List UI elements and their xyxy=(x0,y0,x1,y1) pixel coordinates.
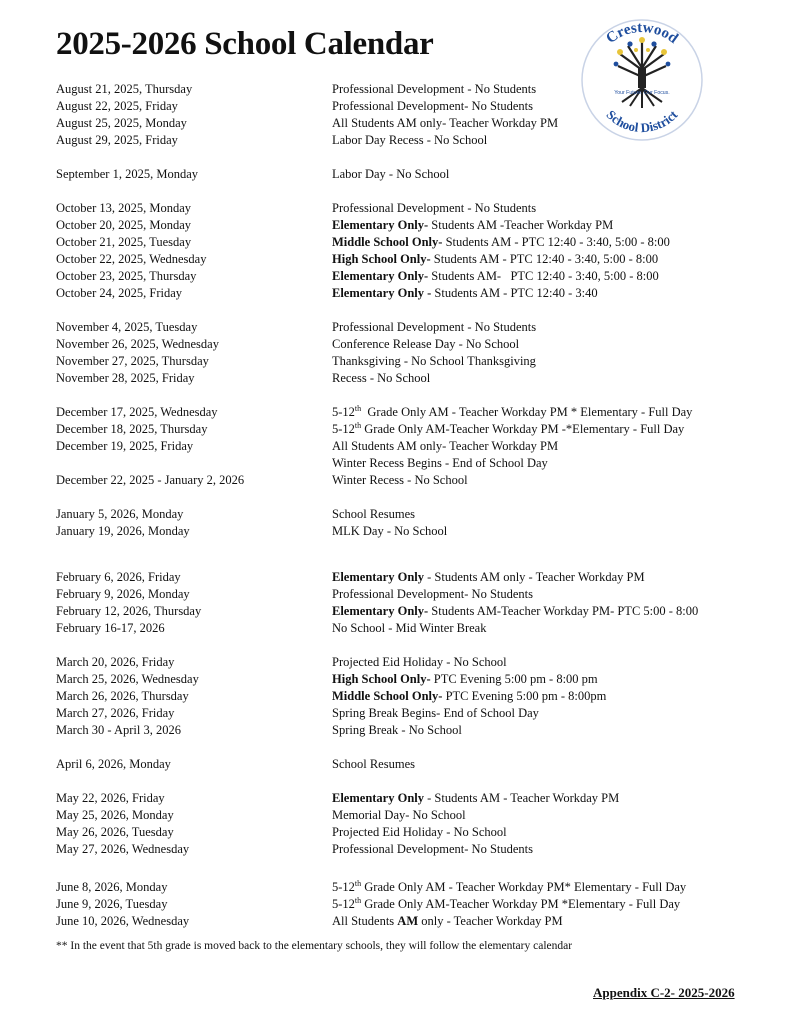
event-date: October 23, 2025, Thursday xyxy=(56,269,197,283)
event-description xyxy=(332,789,619,807)
calendar-row xyxy=(0,199,793,217)
event-text: Professional Development - No Students xyxy=(332,201,537,215)
event-description xyxy=(332,755,415,773)
calendar-row xyxy=(0,895,793,913)
event-date: November 28, 2025, Friday xyxy=(56,371,195,385)
event-date: May 25, 2026, Monday xyxy=(56,808,174,822)
event-text: Grade Only AM-Teacher Workday PM -*Elementary - Full Day xyxy=(361,422,685,436)
event-text: No School - Mid Winter Break xyxy=(332,621,487,635)
calendar-row xyxy=(0,352,793,370)
event-text: - Students AM only - Teacher Workday PM xyxy=(424,570,645,584)
event-text: 5-12 xyxy=(332,880,355,894)
event-date: March 30 - April 3, 2026 xyxy=(56,723,181,737)
event-description xyxy=(332,369,430,387)
calendar-row xyxy=(0,653,793,671)
event-description xyxy=(332,318,536,336)
calendar-row xyxy=(0,602,793,620)
event-text: Labor Day Recess - No School xyxy=(332,133,488,147)
event-emphasis: Elementary Only xyxy=(332,791,425,805)
event-date: October 20, 2025, Monday xyxy=(56,218,192,232)
event-text: 5-12 xyxy=(332,405,355,419)
calendar-row xyxy=(0,912,793,930)
event-text: th xyxy=(354,895,362,905)
event-text: th xyxy=(354,403,362,413)
event-description xyxy=(332,704,539,722)
event-text: Grade Only AM - Teacher Workday PM * Elementary - Full Day xyxy=(361,405,693,419)
calendar-row xyxy=(0,131,793,149)
event-date: March 26, 2026, Thursday xyxy=(56,689,189,703)
event-text: Students AM - PTC 12:40 - 3:40 xyxy=(431,286,598,300)
event-emphasis: AM xyxy=(397,914,419,928)
calendar-row xyxy=(0,670,793,688)
event-description xyxy=(332,878,686,896)
event-description xyxy=(332,267,659,285)
event-date: March 25, 2026, Wednesday xyxy=(56,672,199,686)
event-text: Labor Day - No School xyxy=(332,167,450,181)
calendar-row xyxy=(0,789,793,807)
event-text: Professional Development- No Students xyxy=(332,99,534,113)
event-date: April 6, 2026, Monday xyxy=(56,757,171,771)
event-date: November 27, 2025, Thursday xyxy=(56,354,209,368)
event-date: May 26, 2026, Tuesday xyxy=(56,825,174,839)
page-title: 2025-2026 School Calendar xyxy=(56,26,434,62)
event-text: School Resumes xyxy=(332,757,415,771)
event-text: Spring Break - No School xyxy=(332,723,462,737)
event-description xyxy=(332,403,692,421)
event-description xyxy=(332,823,507,841)
event-emphasis: Elementary Only xyxy=(332,570,425,584)
event-date: January 5, 2026, Monday xyxy=(56,507,184,521)
event-date: December 17, 2025, Wednesday xyxy=(56,405,218,419)
event-date: August 29, 2025, Friday xyxy=(56,133,178,147)
event-date: February 16-17, 2026 xyxy=(56,621,165,635)
event-description xyxy=(332,233,670,251)
calendar-row xyxy=(0,114,793,132)
event-text: Winter Recess - No School xyxy=(332,473,468,487)
calendar-row xyxy=(0,97,793,115)
event-emphasis: Middle School Only- xyxy=(332,689,443,703)
calendar-row xyxy=(0,585,793,603)
event-date: February 12, 2026, Thursday xyxy=(56,604,202,618)
calendar-row xyxy=(0,522,793,540)
event-description xyxy=(332,165,449,183)
event-date: August 22, 2025, Friday xyxy=(56,99,178,113)
event-text: 5-12 xyxy=(332,422,355,436)
calendar-row xyxy=(0,806,793,824)
event-text: Thanksgiving - No School Thanksgiving xyxy=(332,354,536,368)
event-description xyxy=(332,568,645,586)
calendar-row xyxy=(0,704,793,722)
calendar-row xyxy=(0,420,793,438)
event-text: Grade Only AM - Teacher Workday PM* Elementary - Full Day xyxy=(361,880,687,894)
calendar-row xyxy=(0,471,793,489)
calendar-row xyxy=(0,165,793,183)
event-date: June 9, 2026, Tuesday xyxy=(56,897,168,911)
event-date: October 24, 2025, Friday xyxy=(56,286,183,300)
event-date: December 22, 2025 - January 2, 2026 xyxy=(56,473,245,487)
event-text: PTC Evening 5:00 pm - 8:00pm xyxy=(442,689,607,703)
event-description xyxy=(332,840,533,858)
event-description xyxy=(332,653,507,671)
event-description xyxy=(332,114,558,132)
event-date: June 8, 2026, Monday xyxy=(56,880,168,894)
event-description xyxy=(332,670,598,688)
event-emphasis: Middle School Only- xyxy=(332,235,443,249)
event-date: June 10, 2026, Wednesday xyxy=(56,914,190,928)
calendar-row xyxy=(0,267,793,285)
event-description xyxy=(332,97,533,115)
event-date: February 6, 2026, Friday xyxy=(56,570,181,584)
event-description xyxy=(332,505,415,523)
event-date: November 4, 2025, Tuesday xyxy=(56,320,198,334)
event-emphasis: High School Only- xyxy=(332,252,431,266)
event-description xyxy=(332,895,680,913)
calendar-row xyxy=(0,369,793,387)
calendar-row xyxy=(0,505,793,523)
event-date: December 18, 2025, Thursday xyxy=(56,422,208,436)
calendar-row xyxy=(0,318,793,336)
event-text: Professional Development - No Students xyxy=(332,82,537,96)
event-text: - Students AM - Teacher Workday PM xyxy=(424,791,620,805)
event-text: School Resumes xyxy=(332,507,415,521)
event-description xyxy=(332,335,519,353)
event-description xyxy=(332,806,466,824)
calendar-row xyxy=(0,568,793,586)
event-text: Projected Eid Holiday - No School xyxy=(332,655,507,669)
event-emphasis: Elementary Only- xyxy=(332,604,429,618)
event-text: only - Teacher Workday PM xyxy=(418,914,563,928)
event-description xyxy=(332,131,487,149)
calendar-row xyxy=(0,284,793,302)
calendar-row xyxy=(0,80,793,98)
event-date: December 19, 2025, Friday xyxy=(56,439,194,453)
event-description xyxy=(332,619,486,637)
event-description xyxy=(332,585,533,603)
event-text: Winter Recess Begins - End of School Day xyxy=(332,456,548,470)
event-text: th xyxy=(354,878,362,888)
calendar-row xyxy=(0,840,793,858)
event-date: October 21, 2025, Tuesday xyxy=(56,235,192,249)
event-text: th xyxy=(354,420,362,430)
event-date: October 13, 2025, Monday xyxy=(56,201,192,215)
event-text: Recess - No School xyxy=(332,371,431,385)
event-date: November 26, 2025, Wednesday xyxy=(56,337,219,351)
event-text: PTC Evening 5:00 pm - 8:00 pm xyxy=(430,672,598,686)
event-date: August 21, 2025, Thursday xyxy=(56,82,193,96)
event-text: Professional Development - No Students xyxy=(332,320,537,334)
calendar-row xyxy=(0,437,793,455)
event-description xyxy=(332,216,613,234)
event-description xyxy=(332,437,558,455)
event-description xyxy=(332,80,536,98)
event-description xyxy=(332,199,536,217)
event-emphasis: Elementary Only- xyxy=(332,269,429,283)
logo-name-bottom: School District xyxy=(603,107,681,136)
event-date: October 22, 2025, Wednesday xyxy=(56,252,207,266)
calendar-row xyxy=(0,619,793,637)
event-description xyxy=(332,687,606,705)
event-text: 5-12 xyxy=(332,897,355,911)
event-date: March 20, 2026, Friday xyxy=(56,655,175,669)
calendar-row xyxy=(0,721,793,739)
event-description xyxy=(332,721,462,739)
event-text: Professional Development- No Students xyxy=(332,842,534,856)
event-description xyxy=(332,912,563,930)
appendix-label: Appendix C-2- 2025-2026 xyxy=(593,985,735,1000)
calendar-row xyxy=(0,687,793,705)
event-text: Students AM - PTC 12:40 - 3:40, 5:00 - 8:00 xyxy=(442,235,670,249)
event-date: May 22, 2026, Friday xyxy=(56,791,165,805)
event-description xyxy=(332,352,536,370)
calendar-row xyxy=(0,335,793,353)
event-text: Students AM-Teacher Workday PM- PTC 5:00 - 8:00 xyxy=(428,604,699,618)
event-text: Students AM- PTC 12:40 - 3:40, 5:00 - 8:00 xyxy=(428,269,659,283)
event-description xyxy=(332,602,698,620)
event-text: MLK Day - No School xyxy=(332,524,448,538)
event-date: March 27, 2026, Friday xyxy=(56,706,175,720)
logo-tagline: Your Future. Our Focus. xyxy=(614,90,670,96)
event-text: All Students xyxy=(332,914,398,928)
event-date: August 25, 2025, Monday xyxy=(56,116,187,130)
calendar-row xyxy=(0,233,793,251)
calendar-row xyxy=(0,454,793,472)
calendar-row xyxy=(0,823,793,841)
event-text: All Students AM only- Teacher Workday PM xyxy=(332,116,559,130)
event-date: September 1, 2025, Monday xyxy=(56,167,198,181)
event-date: January 19, 2026, Monday xyxy=(56,524,190,538)
event-description xyxy=(332,284,598,302)
footnote: ** In the event that 5th grade is moved back to the elementary schools, they will follow the elementary calendar xyxy=(56,940,573,952)
event-text: Grade Only AM-Teacher Workday PM *Elementary - Full Day xyxy=(361,897,681,911)
calendar-row xyxy=(0,250,793,268)
event-emphasis: High School Only- xyxy=(332,672,431,686)
event-description xyxy=(332,420,684,438)
event-text: Professional Development- No Students xyxy=(332,587,534,601)
event-text: Students AM - PTC 12:40 - 3:40, 5:00 - 8:00 xyxy=(430,252,659,266)
event-date: February 9, 2026, Monday xyxy=(56,587,190,601)
event-description xyxy=(332,250,658,268)
calendar-row xyxy=(0,403,793,421)
event-description xyxy=(332,522,447,540)
event-text: Projected Eid Holiday - No School xyxy=(332,825,507,839)
calendar-row xyxy=(0,216,793,234)
event-text: All Students AM only- Teacher Workday PM xyxy=(332,439,559,453)
event-description xyxy=(332,471,468,489)
event-emphasis: Elementary Only- xyxy=(332,218,429,232)
logo-name-top: Crestwood xyxy=(603,19,681,47)
event-text: Conference Release Day - No School xyxy=(332,337,520,351)
event-text: Memorial Day- No School xyxy=(332,808,466,822)
event-text: Spring Break Begins- End of School Day xyxy=(332,706,539,720)
calendar-row xyxy=(0,755,793,773)
event-emphasis: Elementary Only - xyxy=(332,286,432,300)
event-description xyxy=(332,454,548,472)
event-text: Students AM -Teacher Workday PM xyxy=(428,218,614,232)
calendar-row xyxy=(0,878,793,896)
event-date: May 27, 2026, Wednesday xyxy=(56,842,190,856)
